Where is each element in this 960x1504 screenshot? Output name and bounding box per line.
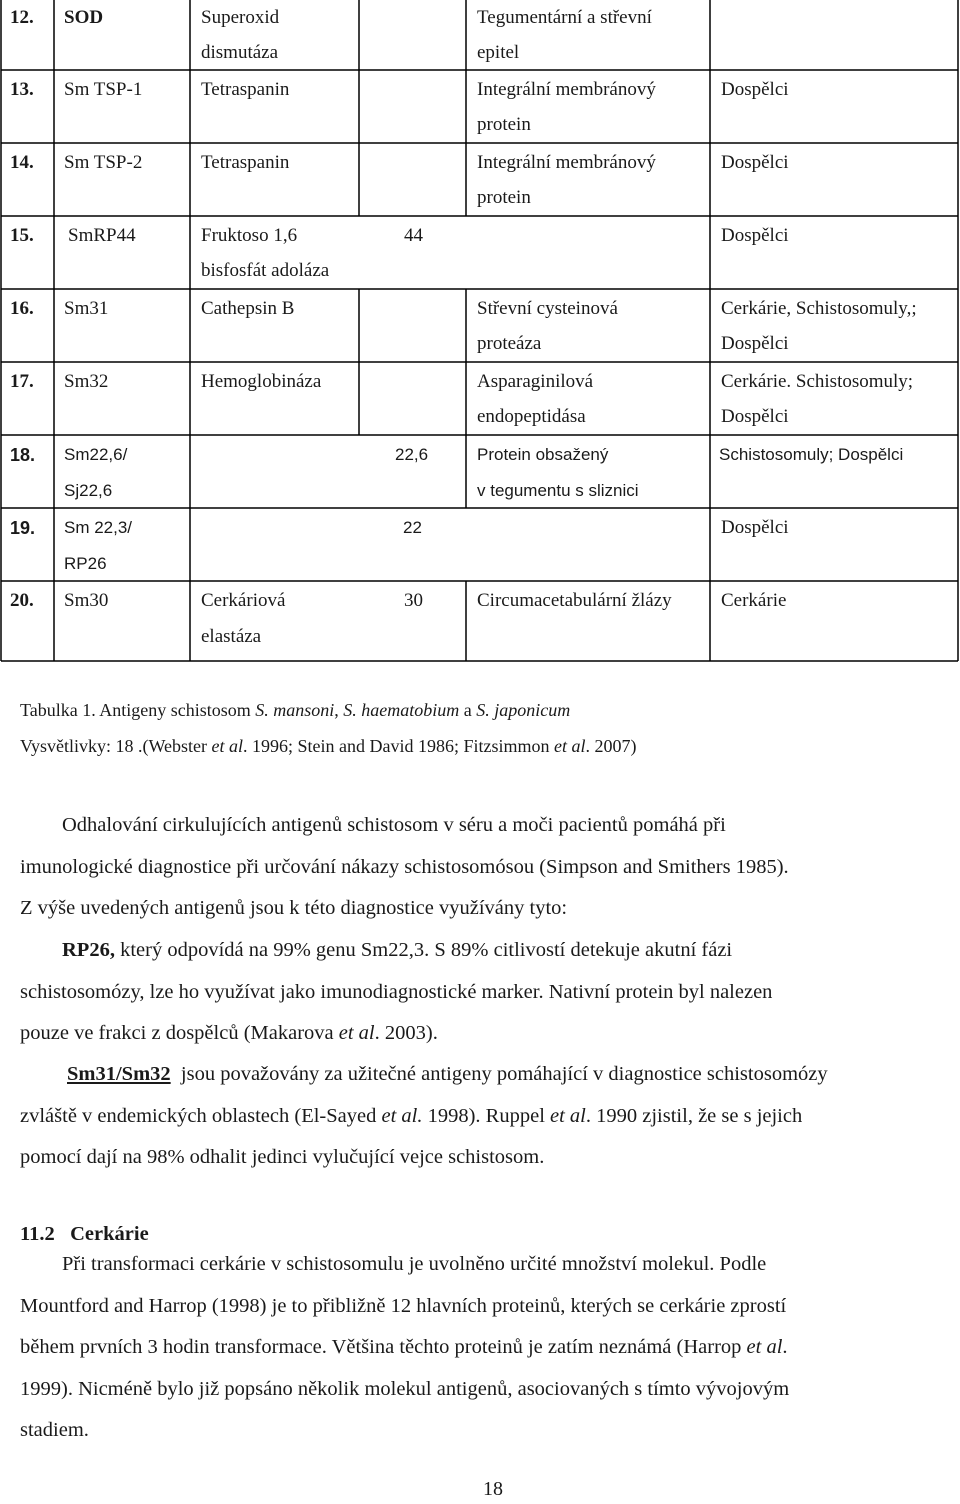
localization: Asparaginilová bbox=[477, 371, 594, 392]
size-kda: 44 bbox=[404, 225, 423, 246]
localization-cont: protein bbox=[477, 114, 531, 135]
table-caption: Tabulka 1. Antigeny schistosom S. mansoni, S. haematobium a S. japonicum bbox=[20, 700, 571, 720]
localization-cont: v tegumentu s sliznici bbox=[477, 481, 639, 500]
row-index: 18. bbox=[10, 445, 36, 465]
stage: Dospělci bbox=[721, 517, 789, 538]
localization-cont: protein bbox=[477, 187, 531, 208]
sm31-sm32-term: Sm31/Sm32 bbox=[67, 1063, 171, 1085]
localization: Circumacetabulární žlázy bbox=[477, 590, 672, 611]
antigen-name: Hemoglobináza bbox=[201, 371, 322, 392]
antigen-code: Sm22,6/ bbox=[64, 445, 128, 464]
localization: Integrální membránový bbox=[477, 79, 656, 100]
antigen-name: Cerkáriová bbox=[201, 590, 286, 611]
size-kda: 22,6 bbox=[395, 445, 429, 464]
antigen-name-cont: dismutáza bbox=[201, 42, 279, 63]
localization: Protein obsažený bbox=[477, 445, 609, 464]
size-kda: 30 bbox=[404, 590, 423, 611]
page-number: 18 bbox=[483, 1478, 503, 1500]
antigen-name: Fruktoso 1,6 bbox=[201, 225, 298, 246]
antigen-code: Sm TSP-1 bbox=[64, 79, 143, 100]
row-index: 17. bbox=[10, 371, 34, 392]
stage: Schistosomuly; Dospělci bbox=[719, 445, 904, 464]
row-index: 12. bbox=[10, 7, 34, 28]
antigen-code: Sm TSP-2 bbox=[64, 152, 143, 173]
row-index: 14. bbox=[10, 152, 34, 173]
antigen-code: Sm 22,3/ bbox=[64, 518, 133, 537]
antigen-code-cont: RP26 bbox=[64, 554, 107, 573]
localization-cont: epitel bbox=[477, 42, 520, 63]
table-legend: Vysvětlivky: 18 .(Webster et al. 1996; Stein and David 1986; Fitzsimmon et al. 2007) bbox=[20, 736, 637, 756]
stage: Dospělci bbox=[721, 225, 789, 246]
localization: Tegumentární a střevní bbox=[477, 7, 652, 28]
paragraph-intro: Odhalování cirkulujících antigenů schistosom v séru a moči pacientů pomáhá při imunologické diagnostice při určování nákazy schistosomósou (Simpson and Smithers 1985). Z výše uvedených antigenů jsou k této diagnostice využívány tyto: bbox=[20, 814, 789, 920]
antigen-name: Tetraspanin bbox=[201, 79, 290, 100]
row-index: 16. bbox=[10, 298, 34, 319]
antigen-name: Superoxid bbox=[201, 7, 280, 28]
row-index: 13. bbox=[10, 79, 34, 100]
paragraph-cercariae: Při transformaci cerkárie v schistosomulu je uvolněno určité množství molekul. Podle Mountford and Harrop (1998) je to přibližně 12 hlavních proteinů, kterých se cerkárie zprostí během prvních 3 hodin transformace. Většina těchto proteinů je zatím neznámá (Harrop et al. 1999). Nicméně bylo již popsáno několik molekul antigenů, asociovaných s tímto vývojovým stadiem. bbox=[20, 1253, 790, 1442]
antigen-code: Sm32 bbox=[64, 371, 109, 392]
antigen-code-cont: Sj22,6 bbox=[64, 481, 113, 500]
stage: Cerkárie, Schistosomuly,; bbox=[721, 298, 917, 319]
stage-cont: Dospělci bbox=[721, 333, 789, 354]
antigen-code: Sm31 bbox=[64, 298, 109, 319]
stage: Dospělci bbox=[721, 79, 789, 100]
rp26-term: RP26, bbox=[62, 939, 115, 961]
row-index: 19. bbox=[10, 518, 36, 538]
localization-cont: proteáza bbox=[477, 333, 542, 354]
localization: Integrální membránový bbox=[477, 152, 656, 173]
stage: Dospělci bbox=[721, 152, 789, 173]
table-text bbox=[0, 0, 960, 662]
antigen-code: SOD bbox=[64, 7, 104, 28]
antigen-name-cont: elastáza bbox=[201, 626, 262, 647]
antigen-code: Sm30 bbox=[64, 590, 109, 611]
size-kda: 22 bbox=[403, 518, 422, 537]
antigen-name-cont: bisfosfát adoláza bbox=[201, 260, 330, 281]
section-heading: 11.2 Cerkárie bbox=[20, 1223, 149, 1245]
localization-cont: endopeptidása bbox=[477, 406, 586, 427]
stage: Cerkárie. Schistosomuly; bbox=[721, 371, 914, 392]
stage: Cerkárie bbox=[721, 590, 787, 611]
row-index: 15. bbox=[10, 225, 34, 246]
antigen-name: Tetraspanin bbox=[201, 152, 290, 173]
paragraph-rp26: RP26, který odpovídá na 99% genu Sm22,3. S 89% citlivostí detekuje akutní fázi schistosomózy, lze ho využívat jako imunodiagnostické marker. Nativní protein byl nalezen pouze ve frakci z dospělců (Makarova et al. 2003). bbox=[20, 939, 773, 1045]
paragraph-sm31-sm32: Sm31/Sm32 jsou považovány za užitečné antigeny pomáhající v diagnostice schistosomózy zvláště v endemických oblastech (El-Sayed et al. 1998). Ruppel et al. 1990 zjistil, že se s jejich pomocí dají na 98% odhalit jedinci vylučující vejce schistosom. bbox=[20, 1063, 828, 1169]
stage-cont: Dospělci bbox=[721, 406, 789, 427]
localization: Střevní cysteinová bbox=[477, 298, 618, 319]
row-index: 20. bbox=[10, 590, 34, 611]
antigen-name: Cathepsin B bbox=[201, 298, 295, 319]
antigen-code: SmRP44 bbox=[68, 225, 136, 246]
